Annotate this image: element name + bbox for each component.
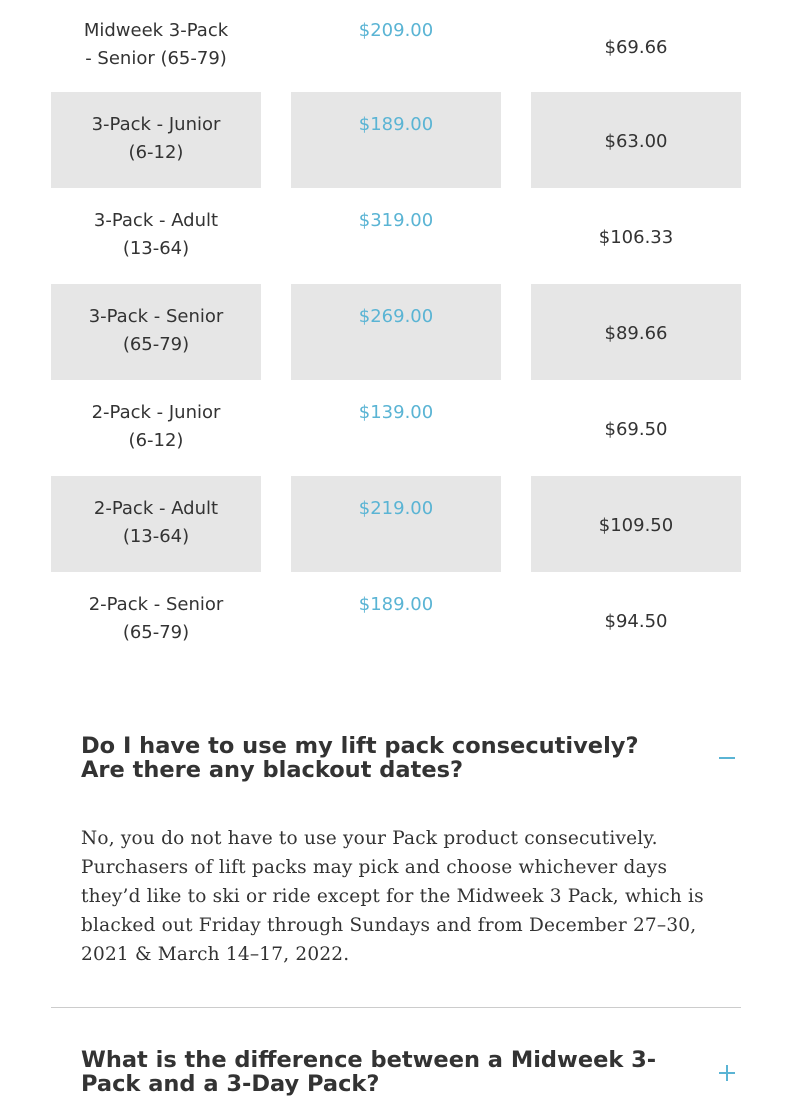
product-price-cell [291, 572, 501, 668]
faq-question-header[interactable] [51, 1048, 741, 1096]
per-day-price: $109.50 [598, 515, 674, 536]
per-day-price-cell [531, 476, 741, 572]
product-price-cell [291, 476, 501, 572]
faq-question[interactable]: Do I have to use my lift pack consecutively? Are there any blackout dates? [81, 733, 639, 783]
per-day-price-cell [531, 284, 741, 380]
table-row [51, 572, 741, 668]
faq-item-expanded [51, 734, 741, 969]
per-day-price-cell [531, 0, 741, 94]
minus-bar [719, 757, 735, 759]
product-price: $139.00 [358, 402, 434, 423]
product-price-cell [291, 380, 501, 476]
product-name-cell [51, 92, 261, 188]
product-price-cell [291, 92, 501, 188]
product-price-cell [291, 188, 501, 284]
plus-bar-vertical [726, 1065, 728, 1081]
product-name: 3-Pack - Junior (6-12) [91, 114, 221, 163]
product-name: 2-Pack - Junior (6-12) [91, 402, 221, 451]
table-row [51, 0, 741, 92]
product-price: $189.00 [358, 114, 434, 135]
table-row [51, 284, 741, 380]
plus-icon[interactable] [719, 1065, 735, 1081]
pricing-table [51, 0, 741, 668]
per-day-price-cell [531, 188, 741, 284]
product-name-cell [51, 284, 261, 380]
table-row [51, 92, 741, 188]
table-row [51, 188, 741, 284]
product-name-cell [51, 572, 261, 668]
product-name-cell [51, 0, 261, 94]
product-name: Midweek 3-Pack - Senior (65-79) [83, 20, 229, 69]
per-day-price: $106.33 [598, 227, 674, 248]
per-day-price: $94.50 [604, 611, 668, 632]
faq-question[interactable]: What is the difference between a Midweek 3-Pack and a 3-Day Pack? [81, 1047, 657, 1097]
minus-icon[interactable] [719, 750, 735, 766]
product-price: $269.00 [358, 306, 434, 327]
product-price: $219.00 [358, 498, 434, 519]
product-name-cell [51, 476, 261, 572]
table-row [51, 476, 741, 572]
per-day-price: $69.66 [604, 37, 668, 58]
product-name: 2-Pack - Adult (13-64) [93, 498, 219, 547]
per-day-price: $69.50 [604, 419, 668, 440]
per-day-price-cell [531, 572, 741, 668]
product-price: $189.00 [358, 594, 434, 615]
faq-divider [51, 1007, 741, 1008]
product-price-cell [291, 284, 501, 380]
product-name: 3-Pack - Senior (65-79) [88, 306, 224, 355]
per-day-price-cell [531, 92, 741, 188]
product-price-cell [291, 0, 501, 94]
per-day-price: $63.00 [604, 131, 668, 152]
faq-question-header[interactable] [51, 734, 741, 782]
product-name: 3-Pack - Adult (13-64) [93, 210, 219, 259]
per-day-price: $89.66 [604, 323, 668, 344]
table-row [51, 380, 741, 476]
faq-item-collapsed [51, 1048, 741, 1096]
product-price: $319.00 [358, 210, 434, 231]
per-day-price-cell [531, 380, 741, 476]
product-price: $209.00 [358, 20, 434, 41]
product-name-cell [51, 380, 261, 476]
product-name-cell [51, 188, 261, 284]
product-name: 2-Pack - Senior (65-79) [88, 594, 224, 643]
faq-answer: No, you do not have to use your Pack product consecutively. Purchasers of lift packs may pick and choose whichever days they’d like to ski or ride except for the Midweek 3 Pack, which is blacked out Friday through Sundays and from December 27–30, 2021 & March 14–17, 2022. [81, 828, 704, 965]
